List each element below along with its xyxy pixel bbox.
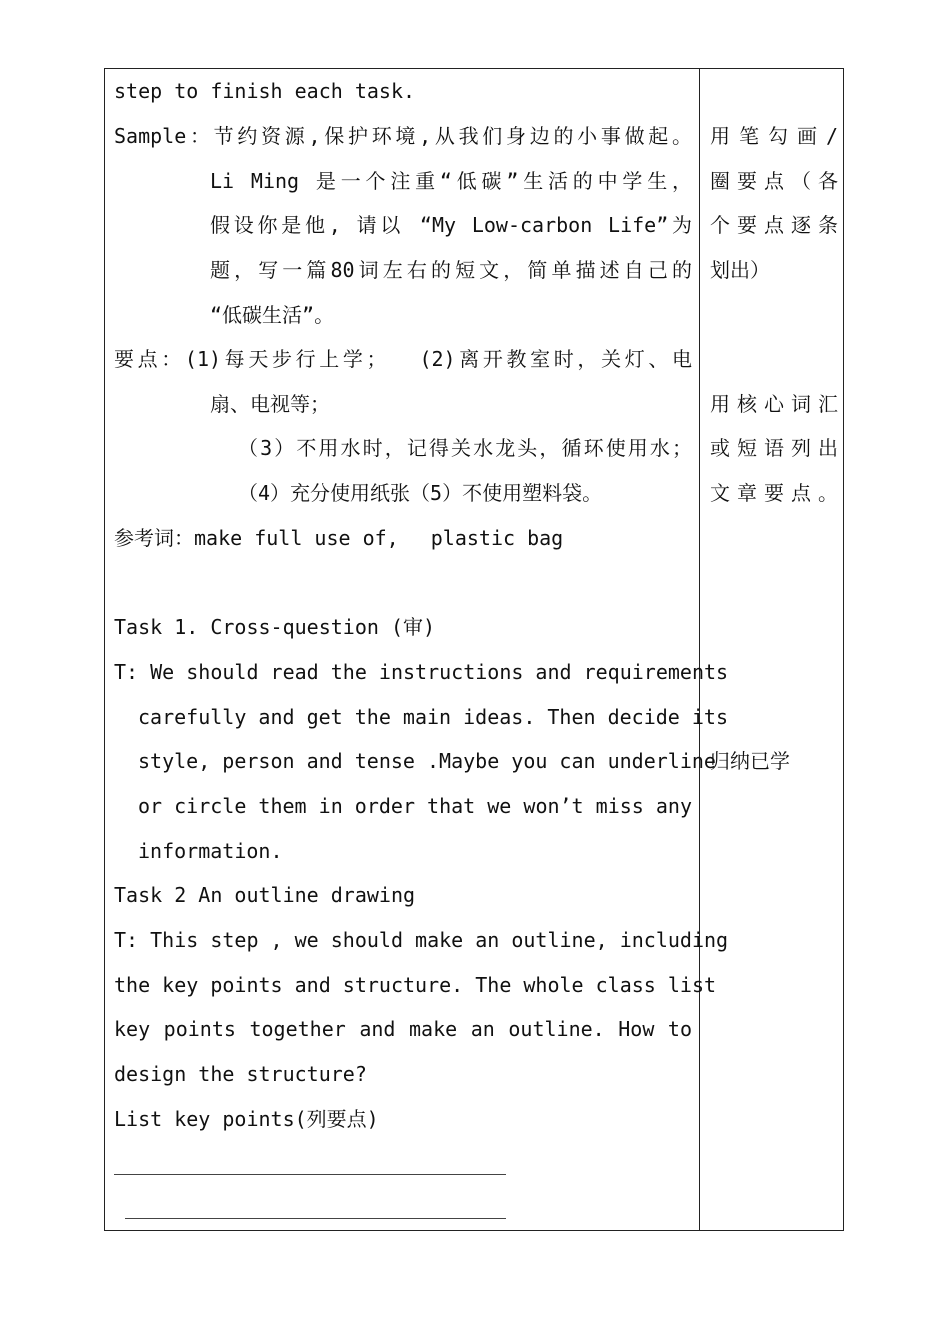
main-line: Task 2 An outline drawing	[114, 883, 416, 907]
main-line: 参考词：make full use of, plastic bag	[114, 526, 564, 550]
main-line: List key points(列要点)	[114, 1107, 379, 1131]
main-line: （4）充分使用纸张（5）不使用塑料袋。	[238, 481, 603, 505]
lesson-table	[104, 68, 844, 1231]
main-line: carefully and get the main ideas. Then decide its	[138, 705, 729, 729]
main-line: Sample：节约资源,保护环境,从我们身边的小事做起。	[114, 124, 692, 148]
side-note-line: 或短语列出	[710, 436, 838, 460]
side-note-line: 个要点逐条	[710, 213, 838, 237]
main-line: or circle them in order that we won’t miss any	[138, 794, 692, 818]
main-line: Li Ming 是一个注重“低碳”生活的中学生，	[210, 169, 692, 193]
side-note-line: 用核心词汇	[710, 392, 838, 416]
main-line: information.	[138, 839, 283, 863]
main-line: the key points and structure. The whole class list	[114, 973, 717, 997]
main-line: 要点：(1)每天步行上学； (2)离开教室时，关灯、电	[114, 347, 692, 371]
main-line: Task 1. Cross-question (审)	[114, 615, 436, 639]
main-line: key points together and make an outline. How to	[114, 1017, 692, 1041]
main-line: 题，写一篇80词左右的短文，简单描述自己的	[210, 258, 692, 282]
main-line: 扇、电视等；	[210, 392, 330, 416]
column-divider	[699, 69, 700, 1230]
side-note-line: 划出）	[710, 258, 770, 282]
main-line: step to finish each task.	[114, 79, 416, 103]
blank-answer-line	[125, 1218, 506, 1219]
side-note-line: 圈要点（各	[710, 169, 838, 193]
main-line: 假设你是他, 请以 “My Low-carbon Life”为	[210, 213, 692, 237]
main-line: style, person and tense .Maybe you can underline	[138, 749, 716, 773]
side-note-line: 用笔勾画/	[710, 124, 838, 148]
side-note-line: 归纳已学	[710, 749, 790, 773]
main-line: T: We should read the instructions and requirements	[114, 660, 729, 684]
main-line: design the structure?	[114, 1062, 367, 1086]
main-line: T: This step , we should make an outline, including	[114, 928, 729, 952]
main-line: （3）不用水时，记得关水龙头，循环使用水；	[238, 436, 692, 460]
side-note-line: 文章要点。	[710, 481, 838, 505]
main-line: “低碳生活”。	[210, 303, 335, 327]
blank-answer-line	[114, 1174, 506, 1175]
